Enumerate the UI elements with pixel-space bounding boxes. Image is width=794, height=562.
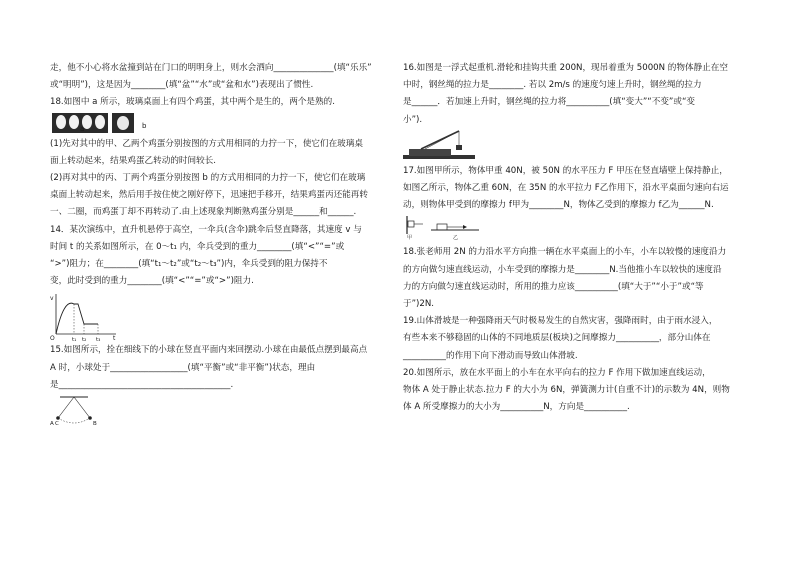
pull-arrowhead <box>463 225 467 229</box>
egg-2 <box>69 115 79 129</box>
q14-line-3: “>”)阻力；在________(填“t₁～t₂”或“t₂～t₃”)内，伞兵受到的阻力保持不 <box>50 259 328 270</box>
swing-arc <box>58 418 90 423</box>
q18-part1-line-1: (1)先对其中的甲、乙两个鸡蛋分别按图的方式用相同的力拧一下，使它们在玻璃桌 <box>50 138 363 149</box>
ball-right <box>88 416 92 420</box>
graph-label-t: t <box>113 335 116 343</box>
graph-label-t3: t₃ <box>96 337 101 344</box>
left-column <box>50 60 395 428</box>
block-yi <box>437 224 447 230</box>
q14-line-4: 变，此时受到的重力________(填“<”“=”或“>”)阻力. <box>50 276 254 287</box>
q17-line-2: 如图乙所示，物体乙重 60N，在 35N 的水平拉力 F乙作用下，沿水平桌面匀速向右运 <box>403 183 729 194</box>
q19-line-2: 有些本来不够稳固的山体的不同地质层(板块)之间摩擦力__________，部分山体在 <box>403 333 711 344</box>
q18-part2-line-1: (2)再对其中的丙、丁两个鸡蛋分别按图 b 的方式用相同的力拧一下，使它们在玻璃 <box>50 173 366 184</box>
q15-line-3: 是________________________________________. <box>50 379 234 390</box>
q16-line-1: 16.如图是一浮式起重机.滑轮和挂钩共重 200N，现吊着重为 5000N 的物体静止在空 <box>403 63 728 73</box>
egg-figure <box>50 112 395 136</box>
egg-4 <box>95 115 105 129</box>
graph-label-t1: t₁ <box>72 337 77 344</box>
q18b-line-2: 的方向做匀速直线运动，小车受到的摩擦力是________N.当他推小车以较快的速度沿 <box>403 264 722 275</box>
pendulum-label-c: C <box>55 421 59 428</box>
q18b-line-4: 于”)2N. <box>403 299 435 310</box>
q19-line-3: __________的作用下向下滑动而导致山体滑坡. <box>403 350 578 361</box>
vt-curve <box>56 304 98 335</box>
fig-label-jia: 甲 <box>407 235 413 242</box>
q18-part1-line-2: 面上转动起来，结果鸡蛋乙转动的时间较长. <box>50 155 217 166</box>
crane-load <box>456 145 462 150</box>
graph-label-origin: O <box>50 335 55 343</box>
pendulum-label-a: A <box>50 421 54 428</box>
q20-line-2: 物体 A 处于静止状态.拉力 F 的大小为 6N，弹簧测力计(自重不计)的示数为 4N，则物 <box>403 385 730 396</box>
block-jia <box>408 221 414 227</box>
q16-line-2: 中时，钢丝绳的拉力是________. 若以 2m/s 的速度匀速上升时，钢丝绳的拉力 <box>403 80 702 91</box>
q18b-line-1: 18.张老师用 2N 的力沿水平方向推一辆在水平桌面上的小车，小车以较慢的速度沿力 <box>403 247 727 258</box>
q15-line-1: 15.如图所示，拴在细线下的小球在竖直平面内来回摆动.小球在由最低点摆到最高点 <box>50 345 368 356</box>
velocity-time-graph <box>50 290 395 342</box>
graph-label-v: v <box>50 295 54 303</box>
crane-svg <box>403 129 475 161</box>
q18-intro: 18.如图中 a 所示，玻璃桌面上有四个鸡蛋，其中两个是生的，两个是熟的. <box>50 97 335 108</box>
q17-line-3: 动，则物体甲受到的摩擦力 f甲为________N，物体乙受到的摩擦力 f乙为______N. <box>403 200 714 211</box>
q14-line-2: 时间 t 的关系如图所示，在 0～t₁ 内，伞兵受到的重力________(填“<”“=”或 <box>50 241 345 252</box>
crane-barge <box>409 149 451 156</box>
q16-line-3: 是______．若加速上升时，钢丝绳的拉力将__________(填“变大”“不变”或“变 <box>403 97 696 108</box>
fig-label-yi: 乙 <box>453 235 459 242</box>
q17-continuation-line-1: 走，他不小心将水盆撞到站在门口的明明身上，则水会洒向______________(填“乐乐” <box>50 63 372 73</box>
q20-line-1: 20.如图所示，放在水平面上的小车在水平向右的拉力 F 作用下做加速直线运动， <box>403 367 711 378</box>
q18-part2-line-3: 一、二圈，而鸡蛋丁却不再转动了.由上述现象判断熟鸡蛋分别是______和______. <box>50 207 357 218</box>
q19-line-1: 19.山体滑坡是一种强降雨天气时极易发生的自然灾害，强降雨时，由于雨水浸入， <box>403 316 718 327</box>
crane-figure <box>403 129 778 163</box>
egg-figure-svg <box>50 112 140 134</box>
q16-line-4: 小”). <box>403 114 423 125</box>
q14-line-1: 14．某次演练中，直升机悬停于高空，一伞兵(含伞)跳伞后竖直降落，其速度 v 与 <box>50 224 362 235</box>
right-column <box>403 60 778 416</box>
string-left <box>58 397 74 418</box>
string-right <box>74 397 90 418</box>
fig-label-a: a <box>80 124 85 133</box>
q15-line-2: A 时，小球处于__________________(填“平衡”或“非平衡”)状态，理由 <box>50 362 316 373</box>
crane-brace <box>425 131 459 149</box>
q18-part2-line-2: 桌面上转动起来，然后用手按住使之刚好停下，迅速把手移开，结果鸡蛋丙还能再转 <box>50 190 368 201</box>
fig-label-b: b <box>142 121 147 130</box>
q20-line-3: 体 A 所受摩擦力的大小为__________N，方向是__________. <box>403 402 630 413</box>
hand-on-egg <box>117 116 129 130</box>
friction-figure <box>403 214 778 240</box>
q18b-line-3: 力的方向做匀速直线运动时，所用的推力应该__________(填“大于”“小于”或“等 <box>403 281 704 292</box>
friction-svg <box>403 214 483 238</box>
q17-line-1: 17.如图甲所示，物体甲重 40N，被 50N 的水平压力 F 甲压在竖直墙壁上保持静止， <box>403 165 728 176</box>
egg-1 <box>56 115 66 129</box>
q17-continuation-line-2: 或“明明”)，这是因为________(填“盆”“水”或“盆和水”)表现出了惯性. <box>50 80 314 91</box>
pendulum-label-b: B <box>93 421 97 428</box>
pendulum-figure <box>50 394 395 428</box>
graph-label-t2: t₂ <box>82 337 87 344</box>
